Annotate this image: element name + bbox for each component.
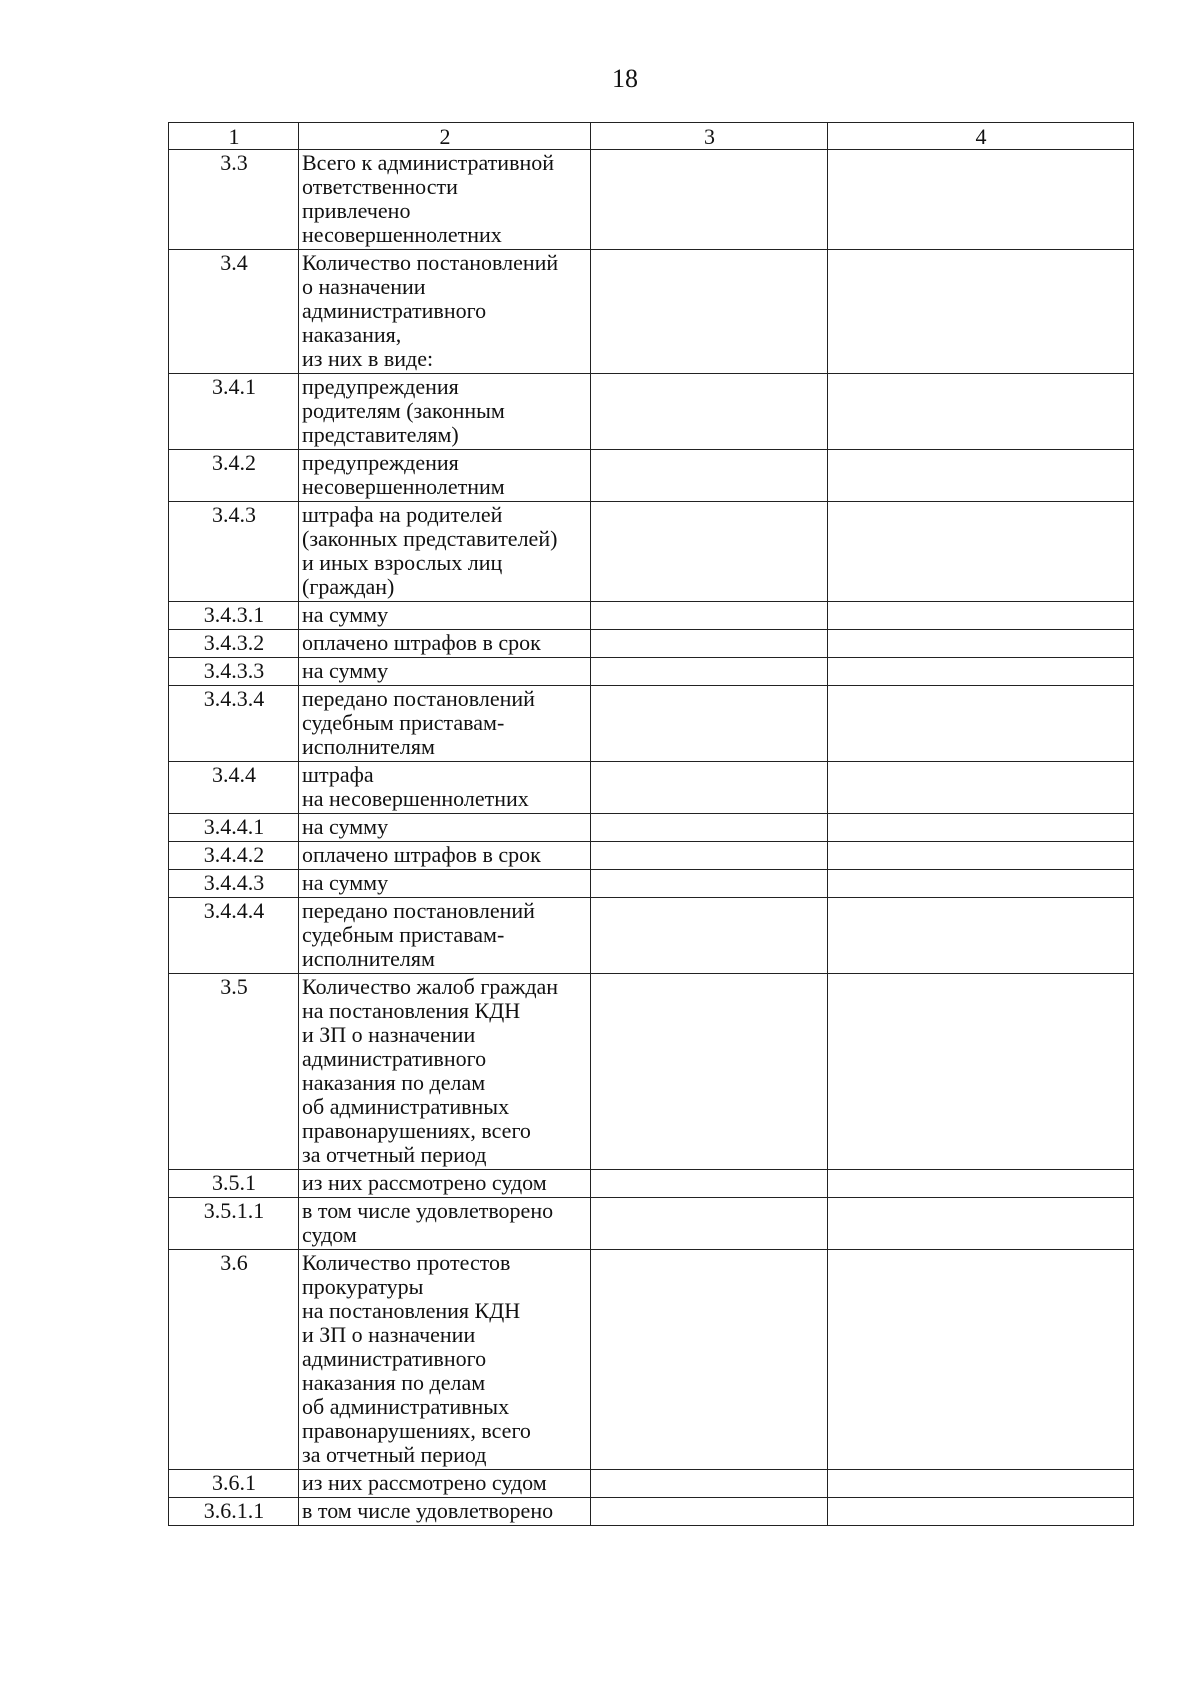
row-code: 3.4.3.1 (169, 602, 299, 630)
header-col-4: 4 (828, 123, 1134, 150)
row-col4-value (828, 974, 1134, 1170)
row-code: 3.4.3.4 (169, 686, 299, 762)
row-col3-value (591, 870, 828, 898)
row-label: Количество постановлений о назначении административного наказания, из них в виде: (299, 250, 591, 374)
row-col3-value (591, 814, 828, 842)
row-col3-value (591, 1250, 828, 1470)
table-row (169, 150, 1134, 250)
row-code: 3.4.4.1 (169, 814, 299, 842)
row-label: Количество протестов прокуратуры на постановления КДН и ЗП о назначении административного наказания по делам об административных правонарушениях, всего за отчетный период (299, 1250, 591, 1470)
row-col4-value (828, 1498, 1134, 1526)
row-label: штрафа на несовершеннолетних (299, 762, 591, 814)
row-label: из них рассмотрено судом (299, 1470, 591, 1498)
row-col3-value (591, 842, 828, 870)
row-label: в том числе удовлетворено судом (299, 1198, 591, 1250)
row-code: 3.4.1 (169, 374, 299, 450)
row-col4-value (828, 842, 1134, 870)
row-col4-value (828, 686, 1134, 762)
row-code: 3.6.1 (169, 1470, 299, 1498)
row-label: на сумму (299, 658, 591, 686)
row-col3-value (591, 1470, 828, 1498)
row-col4-value (828, 658, 1134, 686)
row-col4-value (828, 762, 1134, 814)
row-col3-value (591, 686, 828, 762)
row-code: 3.6 (169, 1250, 299, 1470)
row-code: 3.4.4 (169, 762, 299, 814)
table-row (169, 602, 1134, 630)
row-col4-value (828, 150, 1134, 250)
table-row (169, 814, 1134, 842)
row-label: в том числе удовлетворено (299, 1498, 591, 1526)
row-code: 3.4.3.3 (169, 658, 299, 686)
table-row (169, 870, 1134, 898)
row-col4-value (828, 1170, 1134, 1198)
row-col3-value (591, 250, 828, 374)
page-number: 18 (612, 64, 638, 93)
row-code: 3.5.1 (169, 1170, 299, 1198)
row-col4-value (828, 450, 1134, 502)
row-label: Всего к административной ответственности привлечено несовершеннолетних (299, 150, 591, 250)
row-col4-value (828, 502, 1134, 602)
row-label: передано постановлений судебным приставам- исполнителям (299, 898, 591, 974)
table-row (169, 1498, 1134, 1526)
row-col4-value (828, 1470, 1134, 1498)
row-col4-value (828, 1198, 1134, 1250)
table-row (169, 1170, 1134, 1198)
row-code: 3.4.4.3 (169, 870, 299, 898)
row-col4-value (828, 814, 1134, 842)
table-row (169, 898, 1134, 974)
row-code: 3.4.2 (169, 450, 299, 502)
row-col4-value (828, 602, 1134, 630)
row-label: на сумму (299, 602, 591, 630)
header-col-3: 3 (591, 123, 828, 150)
row-col4-value (828, 1250, 1134, 1470)
row-label: на сумму (299, 814, 591, 842)
row-col3-value (591, 450, 828, 502)
row-code: 3.4.3.2 (169, 630, 299, 658)
header-row (169, 123, 1134, 150)
table-body (169, 150, 1134, 1526)
row-col3-value (591, 898, 828, 974)
row-code: 3.4.4.2 (169, 842, 299, 870)
row-code: 3.6.1.1 (169, 1498, 299, 1526)
row-col3-value (591, 1198, 828, 1250)
table-row (169, 450, 1134, 502)
row-col3-value (591, 1170, 828, 1198)
row-col3-value (591, 374, 828, 450)
row-col4-value (828, 870, 1134, 898)
table-header (169, 123, 1134, 150)
row-code: 3.4.3 (169, 502, 299, 602)
table-row (169, 630, 1134, 658)
table-row (169, 658, 1134, 686)
table-row (169, 762, 1134, 814)
row-col4-value (828, 250, 1134, 374)
table-row (169, 502, 1134, 602)
table-row (169, 842, 1134, 870)
row-code: 3.5 (169, 974, 299, 1170)
header-col-1: 1 (169, 123, 299, 150)
row-col3-value (591, 630, 828, 658)
row-code: 3.4.4.4 (169, 898, 299, 974)
row-col3-value (591, 1498, 828, 1526)
row-label: на сумму (299, 870, 591, 898)
table-row (169, 686, 1134, 762)
table-row (169, 974, 1134, 1170)
row-label: передано постановлений судебным приставам- исполнителям (299, 686, 591, 762)
row-code: 3.5.1.1 (169, 1198, 299, 1250)
row-col3-value (591, 658, 828, 686)
row-col3-value (591, 502, 828, 602)
row-col4-value (828, 630, 1134, 658)
table-row (169, 250, 1134, 374)
table-row (169, 1470, 1134, 1498)
row-col3-value (591, 602, 828, 630)
row-label: предупреждения несовершеннолетним (299, 450, 591, 502)
row-col4-value (828, 898, 1134, 974)
row-label: штрафа на родителей (законных представителей) и иных взрослых лиц (граждан) (299, 502, 591, 602)
table-row (169, 374, 1134, 450)
row-label: оплачено штрафов в срок (299, 630, 591, 658)
row-col3-value (591, 762, 828, 814)
row-label: из них рассмотрено судом (299, 1170, 591, 1198)
header-col-2: 2 (299, 123, 591, 150)
row-col3-value (591, 150, 828, 250)
table-row (169, 1198, 1134, 1250)
row-label: оплачено штрафов в срок (299, 842, 591, 870)
row-code: 3.4 (169, 250, 299, 374)
row-col4-value (828, 374, 1134, 450)
row-label: предупреждения родителям (законным представителям) (299, 374, 591, 450)
row-label: Количество жалоб граждан на постановления КДН и ЗП о назначении административного наказания по делам об административных правонарушениях, всего за отчетный период (299, 974, 591, 1170)
row-col3-value (591, 974, 828, 1170)
report-table (168, 122, 1134, 1526)
row-code: 3.3 (169, 150, 299, 250)
table-row (169, 1250, 1134, 1470)
